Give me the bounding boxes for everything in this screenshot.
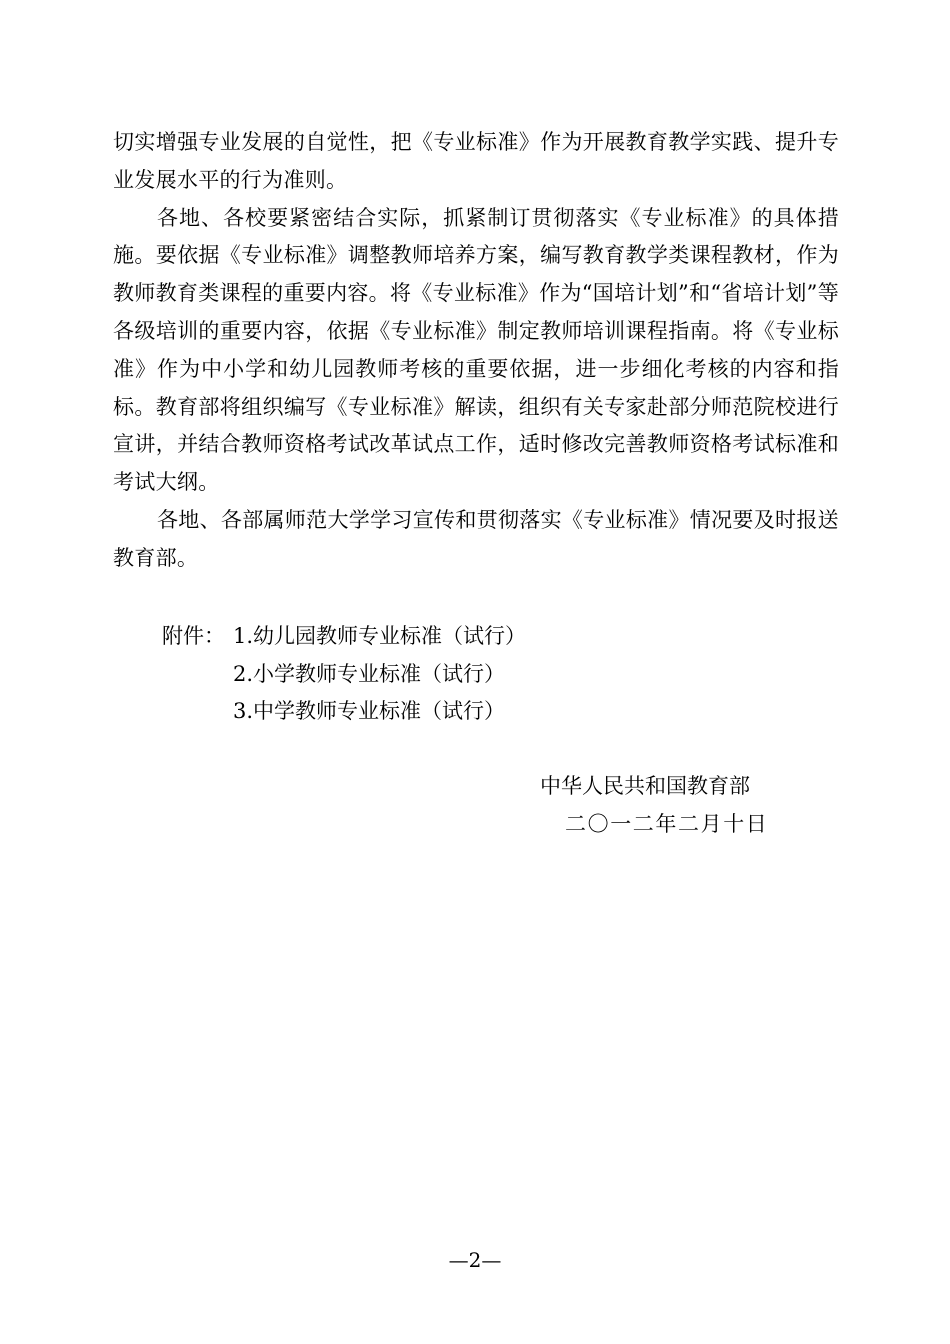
attachment-item: 1.幼儿园教师专业标准（试行） <box>233 624 527 648</box>
attachment-row <box>162 656 526 694</box>
paragraph-implementation: 各地、各校要紧密结合实际，抓紧制订贯彻落实《专业标准》的具体措施。要依据《专业标准》调整教师培养方案，编写教育教学类课程教材，作为教师教育类课程的重要内容。将《专业标准》作为“国培计划”和“省培计划”等各级培训的重要内容，依据《专业标准》制定教师培训课程指南。将《专业标准》作为中小学和幼儿园教师考核的重要依据，进一步细化考核的内容和指标。教育部将组织编写《专业标准》解读，组织有关专家赴部分师范院校进行宣讲，并结合教师资格考试改革试点工作，适时修改完善教师资格考试标准和考试大纲。 <box>113 205 839 495</box>
attachment-row <box>162 693 526 731</box>
paragraph-reporting: 各地、各部属师范大学学习宣传和贯彻落实《专业标准》情况要及时报送教育部。 <box>113 507 839 570</box>
attachment-item: 3.中学教师专业标准（试行） <box>233 699 506 724</box>
attachment-item: 2.小学教师专业标准（试行） <box>233 661 506 686</box>
paragraph-continuation: 切实增强专业发展的自觉性，把《专业标准》作为开展教育教学实践、提升专业发展水平的行为准则。 <box>113 130 839 192</box>
issue-date: 二〇一二年二月十日 <box>565 811 769 836</box>
body-text <box>113 124 839 578</box>
signature-block <box>540 768 768 843</box>
page-number: —2— <box>448 1248 502 1272</box>
attachment-row <box>162 618 526 656</box>
attachments-label: 附件： <box>162 624 225 648</box>
issuing-organization: 中华人民共和国教育部 <box>540 774 750 798</box>
attachments-list <box>162 618 526 731</box>
